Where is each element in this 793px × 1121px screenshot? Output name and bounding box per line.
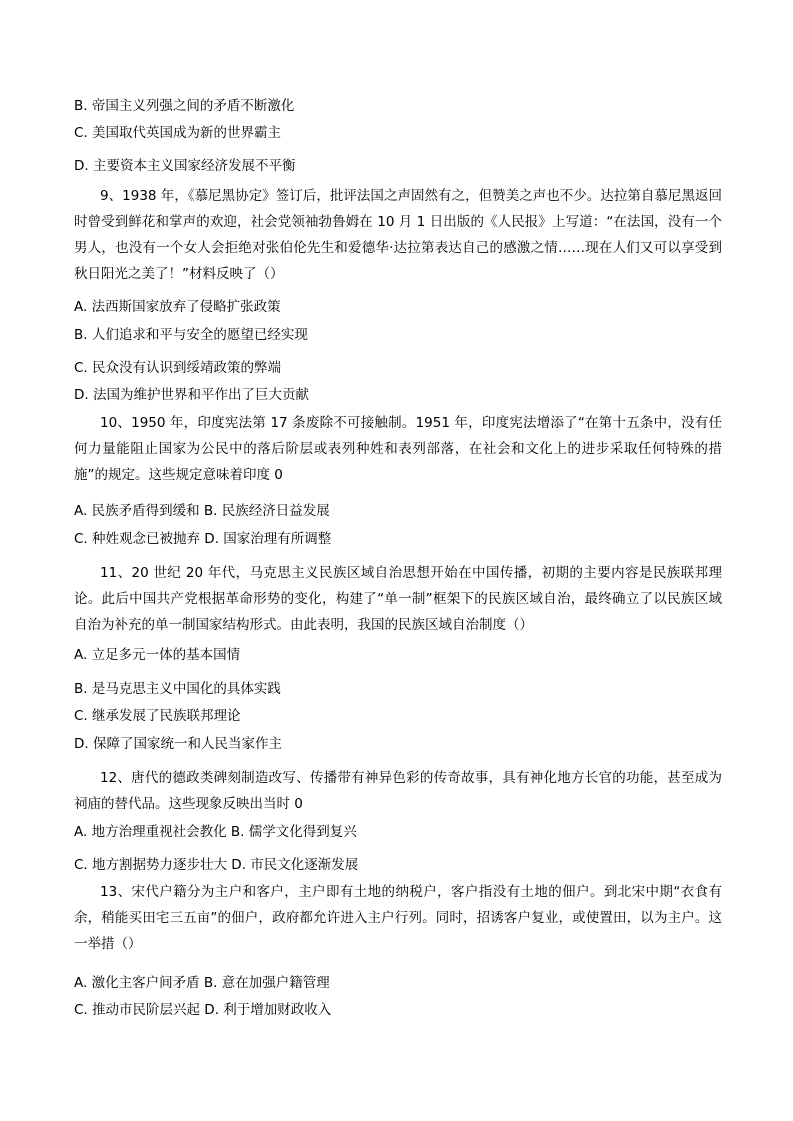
q13-options-ab: A. 激化主客户间矛盾 B. 意在加强户籍管理: [74, 975, 330, 991]
q11-option-d: D. 保障了国家统一和人民当家作主: [74, 736, 282, 752]
q9-option-a: A. 法西斯国家放弃了侵略扩张政策: [74, 299, 281, 315]
q8-option-d: D. 主要资本主义国家经济发展不平衡: [74, 158, 296, 174]
q10-stem: 10、1950 年，印度宪法第 17 条废除不可接触制。1951 年，印度宪法增添了“在第十五条中，没有任何力量能阻止国家为公民中的落后阶层或表列种姓和表列部落，在社会和文化上的进步采取任何特殊的措施”的规定。这些规定意味着印度 0: [74, 415, 722, 483]
q10-options-cd: C. 种姓观念已被抛弃 D. 国家治理有所调整: [74, 531, 332, 547]
q10-options-ab: A. 民族矛盾得到缓和 B. 民族经济日益发展: [74, 503, 330, 519]
q12-options-ab: A. 地方治理重视社会教化 B. 儒学文化得到复兴: [74, 824, 357, 840]
q9-stem: 9、1938 年，《慕尼黑协定》签订后，批评法国之声固然有之，但赞美之声也不少。达拉第自慕尼黑返回时曾受到鲜花和掌声的欢迎，社会党领袖勃鲁姆在 10 月 1 日出版的《人民报》上写道：“在法国，没有一个男人，也没有一个女人会拒绝对张伯伦先生和爱德华·达拉第表达自己的感激之情……现在人们又可以享受到秋日阳光之美了！”材料反映了（）: [74, 188, 722, 282]
q8-option-c: C. 美国取代英国成为新的世界霸主: [74, 125, 282, 141]
q11-option-b: B. 是马克思主义中国化的具体实践: [74, 681, 281, 697]
q8-option-b: B. 帝国主义列强之间的矛盾不断激化: [74, 98, 295, 114]
q11-stem: 11、20 世纪 20 年代，马克思主义民族区域自治思想开始在中国传播，初期的主要内容是民族联邦理论。此后中国共产党根据革命形势的变化，构建了“单一制”框架下的民族区域自治，最终确立了以民族区域自治为补充的单一制国家结构形式。由此表明，我国的民族区域自治制度（）: [74, 565, 722, 633]
q13-options-cd: C. 推动市民阶层兴起 D. 利于增加财政收入: [74, 1002, 332, 1018]
q12-options-cd: C. 地方割据势力逐步壮大 D. 市民文化逐渐发展: [74, 857, 359, 873]
q9-option-d: D. 法国为维护世界和平作出了巨大贡献: [74, 387, 309, 403]
q13-stem: 13、宋代户籍分为主户和客户，主户即有土地的纳税户，客户指没有土地的佃户。到北宋中期“衣食有余，稍能买田宅三五亩”的佃户，政府都允许进入主户行列。同时，招诱客户复业，或使置田，以为主户。这一举措（）: [74, 884, 722, 952]
q12-stem: 12、唐代的德政类碑刻制造改写、传播带有神异色彩的传奇故事，具有神化地方长官的功能，甚至成为祠庙的替代品。这些现象反映出当时 0: [74, 770, 722, 812]
q11-option-c: C. 继承发展了民族联邦理论: [74, 708, 241, 724]
q9-option-c: C. 民众没有认识到绥靖政策的弊端: [74, 360, 282, 376]
q11-option-a: A. 立足多元一体的基本国情: [74, 647, 241, 663]
q9-option-b: B. 人们追求和平与安全的愿望已经实现: [74, 327, 308, 343]
